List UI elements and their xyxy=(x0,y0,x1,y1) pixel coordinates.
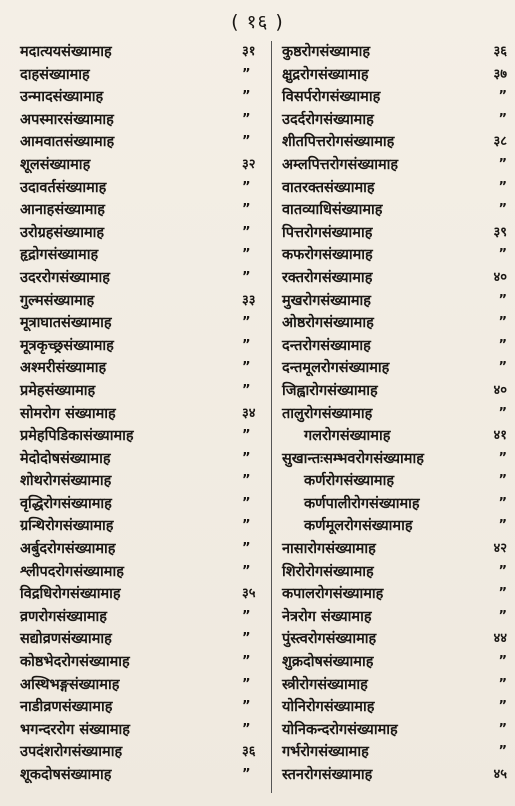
index-entry-page-ref: ४० xyxy=(493,382,507,398)
index-entry-page-ref: ” xyxy=(242,134,251,150)
index-entry-title: आनाहसंख्यामाह xyxy=(20,202,105,219)
index-entry xyxy=(20,86,268,109)
index-entry-page-ref: ” xyxy=(498,608,507,624)
index-entry xyxy=(20,312,268,335)
index-entry-title: कर्णपालीरोगसंख्यामाह xyxy=(304,495,420,512)
index-entry xyxy=(20,267,268,290)
index-entry-page-ref: ” xyxy=(498,654,507,670)
index-entry xyxy=(282,335,507,358)
index-entry xyxy=(20,515,268,538)
index-entry-title: वातव्याधिसंख्यामाह xyxy=(282,202,383,219)
index-entry-title: स्त्रीरोगसंख्यामाह xyxy=(282,676,368,693)
index-entry-page-ref: ” xyxy=(242,247,251,263)
index-entry-title: ओष्ठरोगसंख्यामाह xyxy=(282,315,374,332)
index-entry-page-ref: ३९ xyxy=(493,224,507,240)
index-entry xyxy=(20,538,268,561)
index-entry-page-ref: ३८ xyxy=(493,134,507,150)
index-entry xyxy=(20,109,268,132)
index-entry-page-ref: ” xyxy=(498,744,507,760)
index-entry-title: सद्योव्रणसंख्यामाह xyxy=(20,631,112,648)
index-entry-page-ref: ” xyxy=(498,360,507,376)
index-entry xyxy=(20,674,268,697)
index-entry-title: ग्रन्थिरोगसंख्यामाह xyxy=(20,518,114,535)
right-index-column xyxy=(282,41,507,787)
index-entry-title: गुल्मसंख्यामाह xyxy=(20,292,95,309)
index-entry-page-ref: ” xyxy=(242,111,251,127)
index-entry xyxy=(282,764,507,787)
index-columns xyxy=(0,41,515,801)
index-entry xyxy=(282,109,507,132)
index-entry-title: दाहसंख्यामाह xyxy=(20,66,90,83)
index-entry-title: व्रणरोगसंख्यामाह xyxy=(20,608,107,625)
index-entry-page-ref: ४५ xyxy=(493,767,507,782)
index-entry xyxy=(282,244,507,267)
index-entry-title: श्लीपदरोगसंख्यामाह xyxy=(20,563,124,580)
index-entry-title: अश्मरीसंख्यामाह xyxy=(20,360,107,377)
index-entry xyxy=(282,312,507,335)
index-entry-page-ref: ” xyxy=(242,676,251,692)
index-entry-page-ref: ” xyxy=(242,450,251,466)
index-entry-title: जिह्वारोगसंख्यामाह xyxy=(282,382,378,399)
index-entry xyxy=(282,154,507,177)
index-entry-title: मूत्राघातसंख्यामाह xyxy=(20,315,112,332)
index-entry xyxy=(20,561,268,584)
index-entry-title: विद्रधिरोगसंख्यामाह xyxy=(20,586,121,603)
index-entry xyxy=(20,741,268,764)
index-entry xyxy=(20,719,268,742)
index-entry-page-ref: ” xyxy=(242,608,251,624)
index-entry xyxy=(20,403,268,426)
index-entry xyxy=(282,41,507,64)
index-entry-title: मुखरोगसंख्यामाह xyxy=(282,292,371,309)
index-entry-page-ref: ” xyxy=(498,315,507,331)
index-entry-title: स्तनरोगसंख्यामाह xyxy=(282,767,373,783)
index-entry xyxy=(20,606,268,629)
index-entry xyxy=(282,86,507,109)
index-entry-title: कफरोगसंख्यामाह xyxy=(282,247,373,264)
index-entry xyxy=(282,493,507,516)
index-entry-title: शूकदोषसंख्यामाह xyxy=(20,767,112,783)
index-entry-page-ref: ” xyxy=(498,89,507,105)
index-entry-page-ref: ” xyxy=(498,676,507,692)
index-entry-page-ref: ” xyxy=(242,382,251,398)
index-entry xyxy=(282,267,507,290)
index-entry xyxy=(20,764,268,787)
index-entry-page-ref: ” xyxy=(242,721,251,737)
index-entry xyxy=(20,357,268,380)
index-entry-page-ref: ” xyxy=(498,247,507,263)
index-entry xyxy=(20,154,268,177)
index-entry xyxy=(20,425,268,448)
left-index-column xyxy=(20,41,268,787)
index-entry-page-ref: ” xyxy=(498,699,507,715)
index-entry xyxy=(282,741,507,764)
index-entry-title: रक्तरोगसंख्यामाह xyxy=(282,269,373,286)
index-entry-title: अपस्मारसंख्यामाह xyxy=(20,111,114,128)
index-entry-page-ref: ” xyxy=(242,563,251,579)
index-entry-title: उदर्दरोगसंख्यामाह xyxy=(282,111,374,128)
index-entry-page-ref: ” xyxy=(498,156,507,172)
index-entry-page-ref: ” xyxy=(242,89,251,105)
index-entry-title: शोथरोगसंख्यामाह xyxy=(20,473,112,490)
index-entry xyxy=(282,403,507,426)
index-entry-page-ref: ” xyxy=(498,292,507,308)
index-entry-page-ref: ” xyxy=(242,179,251,195)
index-entry-title: गर्भरोगसंख्यामाह xyxy=(282,744,369,761)
index-entry-page-ref: ” xyxy=(498,405,507,421)
index-entry xyxy=(282,606,507,629)
index-entry xyxy=(282,131,507,154)
index-entry-page-ref: ” xyxy=(242,541,251,557)
index-entry xyxy=(20,696,268,719)
index-entry-page-ref: ४२ xyxy=(493,541,507,557)
index-entry-page-ref: ” xyxy=(242,495,251,511)
index-entry-page-ref: ” xyxy=(242,224,251,240)
index-entry-page-ref: ” xyxy=(498,202,507,218)
index-entry-title: उरोग्रहसंख्यामाह xyxy=(20,224,105,241)
index-entry-title: उदररोगसंख्यामाह xyxy=(20,269,111,286)
index-entry-page-ref: ३६ xyxy=(493,44,507,59)
index-entry-page-ref: ” xyxy=(242,631,251,647)
index-entry xyxy=(282,425,507,448)
index-entry-title: शिरोरोगसंख्यामाह xyxy=(282,563,374,580)
index-entry xyxy=(282,628,507,651)
index-entry xyxy=(20,199,268,222)
index-entry xyxy=(282,64,507,87)
index-entry-title: विसर्परोगसंख्यामाह xyxy=(282,89,381,106)
index-entry-title: कपालरोगसंख्यामाह xyxy=(282,586,384,603)
index-entry-title: आमवातसंख्यामाह xyxy=(20,134,115,151)
index-entry xyxy=(20,290,268,313)
index-entry-title: वृद्धिरोगसंख्यामाह xyxy=(20,495,112,512)
index-entry-title: मूत्रकृच्छ्रसंख्यामाह xyxy=(20,337,114,354)
index-entry xyxy=(282,177,507,200)
index-entry-page-ref: ” xyxy=(498,337,507,353)
index-entry-title: सोमरोग संख्यामाह xyxy=(20,405,116,422)
index-entry xyxy=(20,493,268,516)
index-entry-page-ref: ” xyxy=(498,518,507,534)
index-entry-title: अस्थिभङ्गसंख्यामाह xyxy=(20,676,120,693)
index-entry-title: प्रमेहपिडिकासंख्यामाह xyxy=(20,428,134,445)
index-entry xyxy=(282,583,507,606)
index-entry xyxy=(282,651,507,674)
index-entry-title: सुखान्तःसम्भवरोगसंख्यामाह xyxy=(282,450,424,467)
index-entry-page-ref: ३२ xyxy=(242,156,256,172)
index-entry-title: प्रमेहसंख्यामाह xyxy=(20,382,96,399)
index-entry-page-ref: ” xyxy=(498,586,507,602)
index-entry xyxy=(20,177,268,200)
index-entry-page-ref: ४० xyxy=(493,269,507,285)
index-entry-title: कर्णमूलरोगसंख्यामाह xyxy=(304,518,413,535)
index-entry-page-ref: ” xyxy=(242,473,251,489)
index-entry-page-ref: ४४ xyxy=(493,631,507,647)
index-entry xyxy=(282,561,507,584)
index-entry-title: अम्लपित्तरोगसंख्यामाह xyxy=(282,156,399,173)
index-entry-title: क्षुद्ररोगसंख्यामाह xyxy=(282,66,369,83)
index-entry-page-ref: ” xyxy=(242,66,251,82)
index-entry-page-ref: ” xyxy=(498,563,507,579)
index-entry-title: उपदंशरोगसंख्यामाह xyxy=(20,744,123,761)
index-entry xyxy=(20,448,268,471)
index-entry xyxy=(20,628,268,651)
index-entry-page-ref: ३१ xyxy=(242,44,256,59)
index-entry-page-ref: ” xyxy=(498,450,507,466)
index-entry-page-ref: ३७ xyxy=(493,66,507,82)
index-entry-title: अर्बुदरोगसंख्यामाह xyxy=(20,541,116,558)
index-entry-page-ref: ४१ xyxy=(493,428,507,444)
index-entry-page-ref: ” xyxy=(242,518,251,534)
index-entry-title: पुंस्त्वरोगसंख्यामाह xyxy=(282,631,377,648)
index-entry xyxy=(282,380,507,403)
index-entry-title: योनिकन्दरोगसंख्यामाह xyxy=(282,721,398,738)
index-entry-page-ref: ” xyxy=(498,179,507,195)
index-entry-title: कर्णरोगसंख्यामाह xyxy=(304,473,395,490)
index-entry-title: गलरोगसंख्यामाह xyxy=(304,428,391,445)
index-entry-title: शुक्रदोषसंख्यामाह xyxy=(282,654,374,671)
index-entry xyxy=(20,470,268,493)
index-entry xyxy=(20,244,268,267)
index-entry-page-ref: ३५ xyxy=(242,586,256,602)
index-entry-title: नाडीव्रणसंख्यामाह xyxy=(20,699,113,716)
index-entry-title: उन्मादसंख्यामाह xyxy=(20,89,104,106)
index-entry-page-ref: ३३ xyxy=(242,292,256,308)
index-entry xyxy=(282,199,507,222)
index-entry-title: शूलसंख्यामाह xyxy=(20,156,91,173)
index-entry xyxy=(20,380,268,403)
page-number: ( १६ ) xyxy=(231,11,284,33)
index-entry-title: वातरक्तसंख्यामाह xyxy=(282,179,375,196)
index-entry xyxy=(282,222,507,245)
index-entry xyxy=(282,290,507,313)
index-entry-title: शीतपित्तरोगसंख्यामाह xyxy=(282,134,395,151)
index-entry-title: मदात्ययसंख्यामाह xyxy=(20,44,112,60)
index-entry xyxy=(20,131,268,154)
index-entry xyxy=(282,696,507,719)
index-entry xyxy=(20,583,268,606)
index-entry xyxy=(20,41,268,64)
index-entry xyxy=(20,64,268,87)
index-entry-page-ref: ३४ xyxy=(242,405,256,421)
index-entry xyxy=(20,335,268,358)
index-entry-title: कुष्ठरोगसंख्यामाह xyxy=(282,44,371,60)
index-entry-page-ref: ” xyxy=(498,473,507,489)
index-entry-page-ref: ” xyxy=(498,111,507,127)
index-entry-page-ref: ” xyxy=(498,495,507,511)
index-entry xyxy=(282,470,507,493)
index-entry-title: नेत्ररोग संख्यामाह xyxy=(282,608,372,625)
index-entry-page-ref: ” xyxy=(242,202,251,218)
index-entry-title: मेदोदोषसंख्यामाह xyxy=(20,450,111,467)
index-entry-page-ref: ” xyxy=(242,654,251,670)
index-entry-page-ref: ” xyxy=(242,699,251,715)
index-entry-page-ref: ” xyxy=(242,360,251,376)
index-entry xyxy=(282,515,507,538)
index-entry-title: कोष्ठभेदरोगसंख्यामाह xyxy=(20,654,130,671)
index-entry-title: दन्तमूलरोगसंख्यामाह xyxy=(282,360,390,377)
index-entry xyxy=(20,222,268,245)
index-entry-title: दन्तरोगसंख्यामाह xyxy=(282,337,371,354)
index-entry xyxy=(282,674,507,697)
index-entry-page-ref: ” xyxy=(242,337,251,353)
index-entry xyxy=(20,651,268,674)
index-entry-page-ref: ” xyxy=(242,315,251,331)
index-entry-page-ref: ३६ xyxy=(242,744,256,760)
index-entry xyxy=(282,448,507,471)
index-entry-page-ref: ” xyxy=(498,721,507,737)
index-entry xyxy=(282,538,507,561)
index-entry-page-ref: ” xyxy=(242,428,251,444)
index-entry-page-ref: ” xyxy=(242,269,251,285)
index-entry-title: उदावर्तसंख्यामाह xyxy=(20,179,107,196)
index-entry xyxy=(282,357,507,380)
index-entry-title: नासारोगसंख्यामाह xyxy=(282,541,376,558)
index-entry xyxy=(282,719,507,742)
index-entry-title: तालुरोगसंख्यामाह xyxy=(282,405,373,422)
index-entry-title: पित्तरोगसंख्यामाह xyxy=(282,224,373,241)
index-entry-page-ref: ” xyxy=(242,767,251,782)
index-entry-title: योनिरोगसंख्यामाह xyxy=(282,699,375,716)
index-entry-title: हृद्रोगसंख्यामाह xyxy=(20,247,99,264)
index-entry-title: भगन्दररोग संख्यामाह xyxy=(20,721,130,738)
